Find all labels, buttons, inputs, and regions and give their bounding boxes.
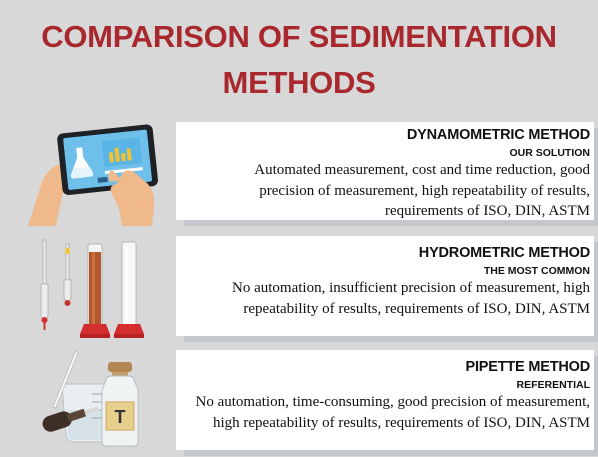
method-card-hydrometric	[176, 236, 594, 336]
method-tag: OUR SOLUTION	[509, 147, 590, 159]
method-description: No automation, time-consuming, good precision of measurement, high repeatability of results, requirements of ISO, DIN, ASTM	[195, 394, 590, 431]
method-description: Automated measurement, cost and time reduction, good precision of measurement, high repeatability of results, requirements of ISO, DIN, ASTM	[254, 162, 590, 219]
method-name: DYNAMOMETRIC METHOD	[406, 127, 590, 143]
method-card-dynamometric	[176, 122, 594, 220]
method-tag: REFERENTIAL	[516, 379, 590, 391]
title-line-1: COMPARISON OF SEDIMENTATION	[41, 19, 557, 54]
page-title	[0, 14, 598, 106]
hydrometer-cylinders-icon	[36, 238, 150, 342]
method-tag: THE MOST COMMON	[483, 265, 590, 277]
method-name: HYDROMETRIC METHOD	[418, 245, 590, 261]
pipette-beaker-icon	[42, 350, 152, 450]
method-name: PIPETTE METHOD	[465, 359, 590, 375]
method-description: No automation, insufficient precision of measurement, high repeatability of results, requirements of ISO, DIN, ASTM	[232, 280, 590, 317]
method-card-pipette	[176, 350, 594, 450]
title-line-2: METHODS	[222, 65, 376, 100]
jar-label: T	[114, 407, 126, 427]
tablet-icon	[26, 124, 158, 226]
